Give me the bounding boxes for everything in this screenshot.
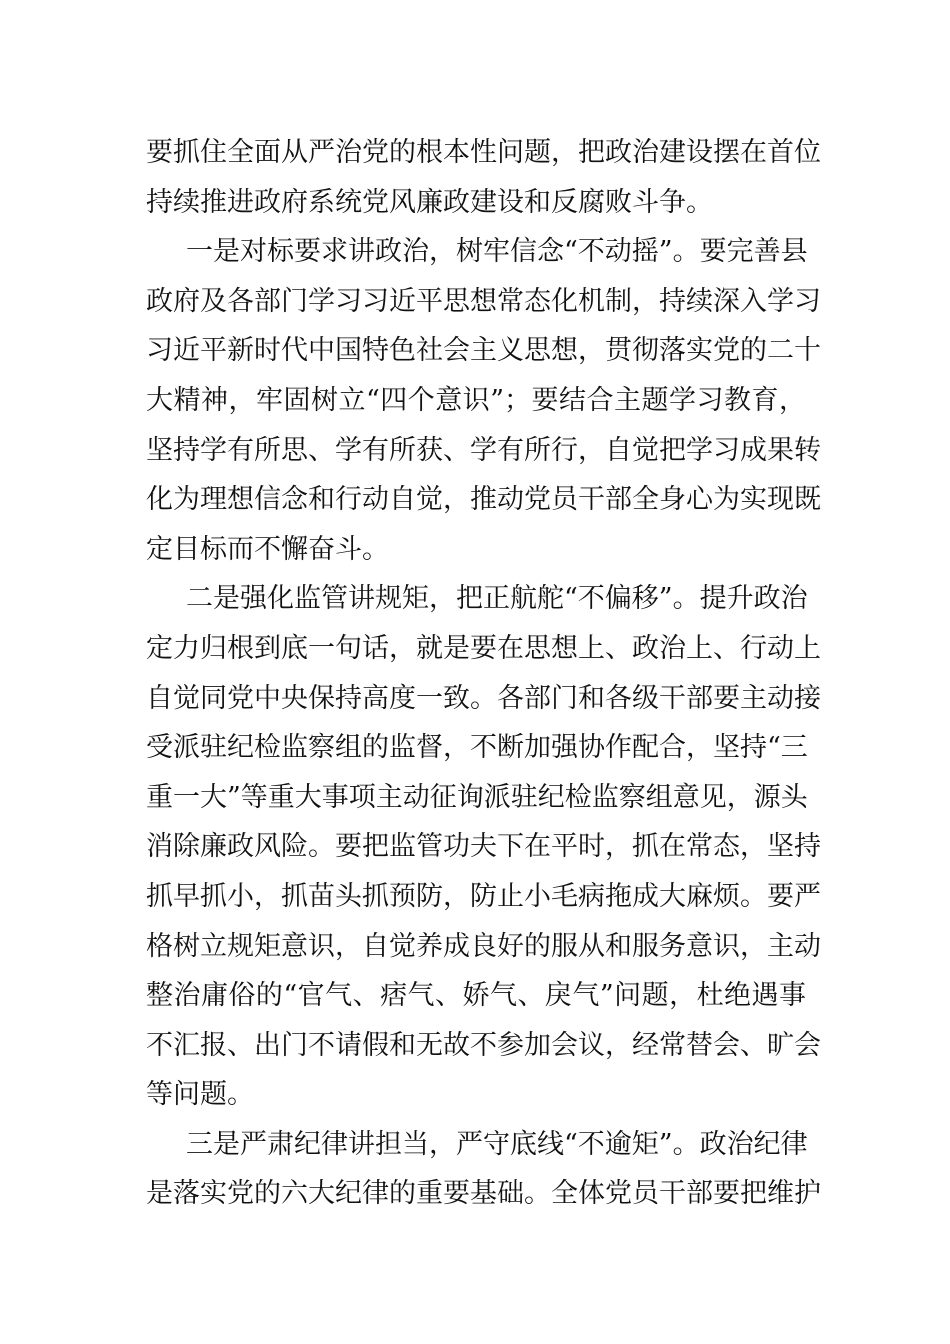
text-line: 一是对标要求讲政治，树牢信念“不动摇”。要完善县	[186, 236, 808, 268]
document-body	[146, 128, 821, 1219]
text-line: 习近平新时代中国特色社会主义思想，贯彻落实党的二十	[146, 335, 821, 367]
text-line: 要抓住全面从严治党的根本性问题，把政治建设摆在首位	[146, 137, 821, 168]
paragraph-intro	[146, 128, 821, 227]
text-line: 等问题。	[146, 1079, 254, 1111]
text-line: 三是严肃纪律讲担当，严守底线“不逾矩”。政治纪律	[186, 1128, 808, 1160]
paragraph-point-three	[146, 1120, 821, 1219]
text-line: 二是强化监管讲规矩，把正航舵“不偏移”。提升政治	[186, 583, 808, 615]
paragraph-point-two	[146, 574, 821, 1120]
text-line: 受派驻纪检监察组的监督，不断加强协作配合，坚持“三	[146, 732, 808, 764]
text-line: 整治庸俗的“官气、痞气、娇气、戾气”问题，杜绝遇事	[146, 980, 806, 1012]
text-line: 是落实党的六大纪律的重要基础。全体党员干部要把维护	[146, 1178, 821, 1210]
text-line: 消除廉政风险。要把监管功夫下在平时，抓在常态，坚持	[146, 831, 821, 863]
text-line: 大精神，牢固树立“四个意识”；要结合主题学习教育，	[146, 384, 806, 416]
text-line: 坚持学有所思、学有所获、学有所行，自觉把学习成果转	[146, 434, 821, 466]
text-line: 定力归根到底一句话，就是要在思想上、政治上、行动上	[146, 632, 821, 664]
text-line: 定目标而不懈奋斗。	[146, 533, 389, 565]
paragraph-point-one	[146, 227, 821, 574]
text-line: 抓早抓小，抓苗头抓预防，防止小毛病拖成大麻烦。要严	[146, 880, 821, 912]
text-line: 重一大”等重大事项主动征询派驻纪检监察组意见，源头	[146, 781, 808, 813]
text-line: 自觉同党中央保持高度一致。各部门和各级干部要主动接	[146, 682, 821, 714]
text-line: 化为理想信念和行动自觉，推动党员干部全身心为实现既	[146, 484, 821, 516]
text-line: 不汇报、出门不请假和无故不参加会议，经常替会、旷会	[146, 1029, 821, 1061]
text-line: 政府及各部门学习习近平思想常态化机制，持续深入学习	[146, 285, 821, 317]
text-line: 持续推进政府系统党风廉政建设和反腐败斗争。	[146, 186, 713, 218]
text-line: 格树立规矩意识，自觉养成良好的服从和服务意识，主动	[146, 930, 821, 962]
